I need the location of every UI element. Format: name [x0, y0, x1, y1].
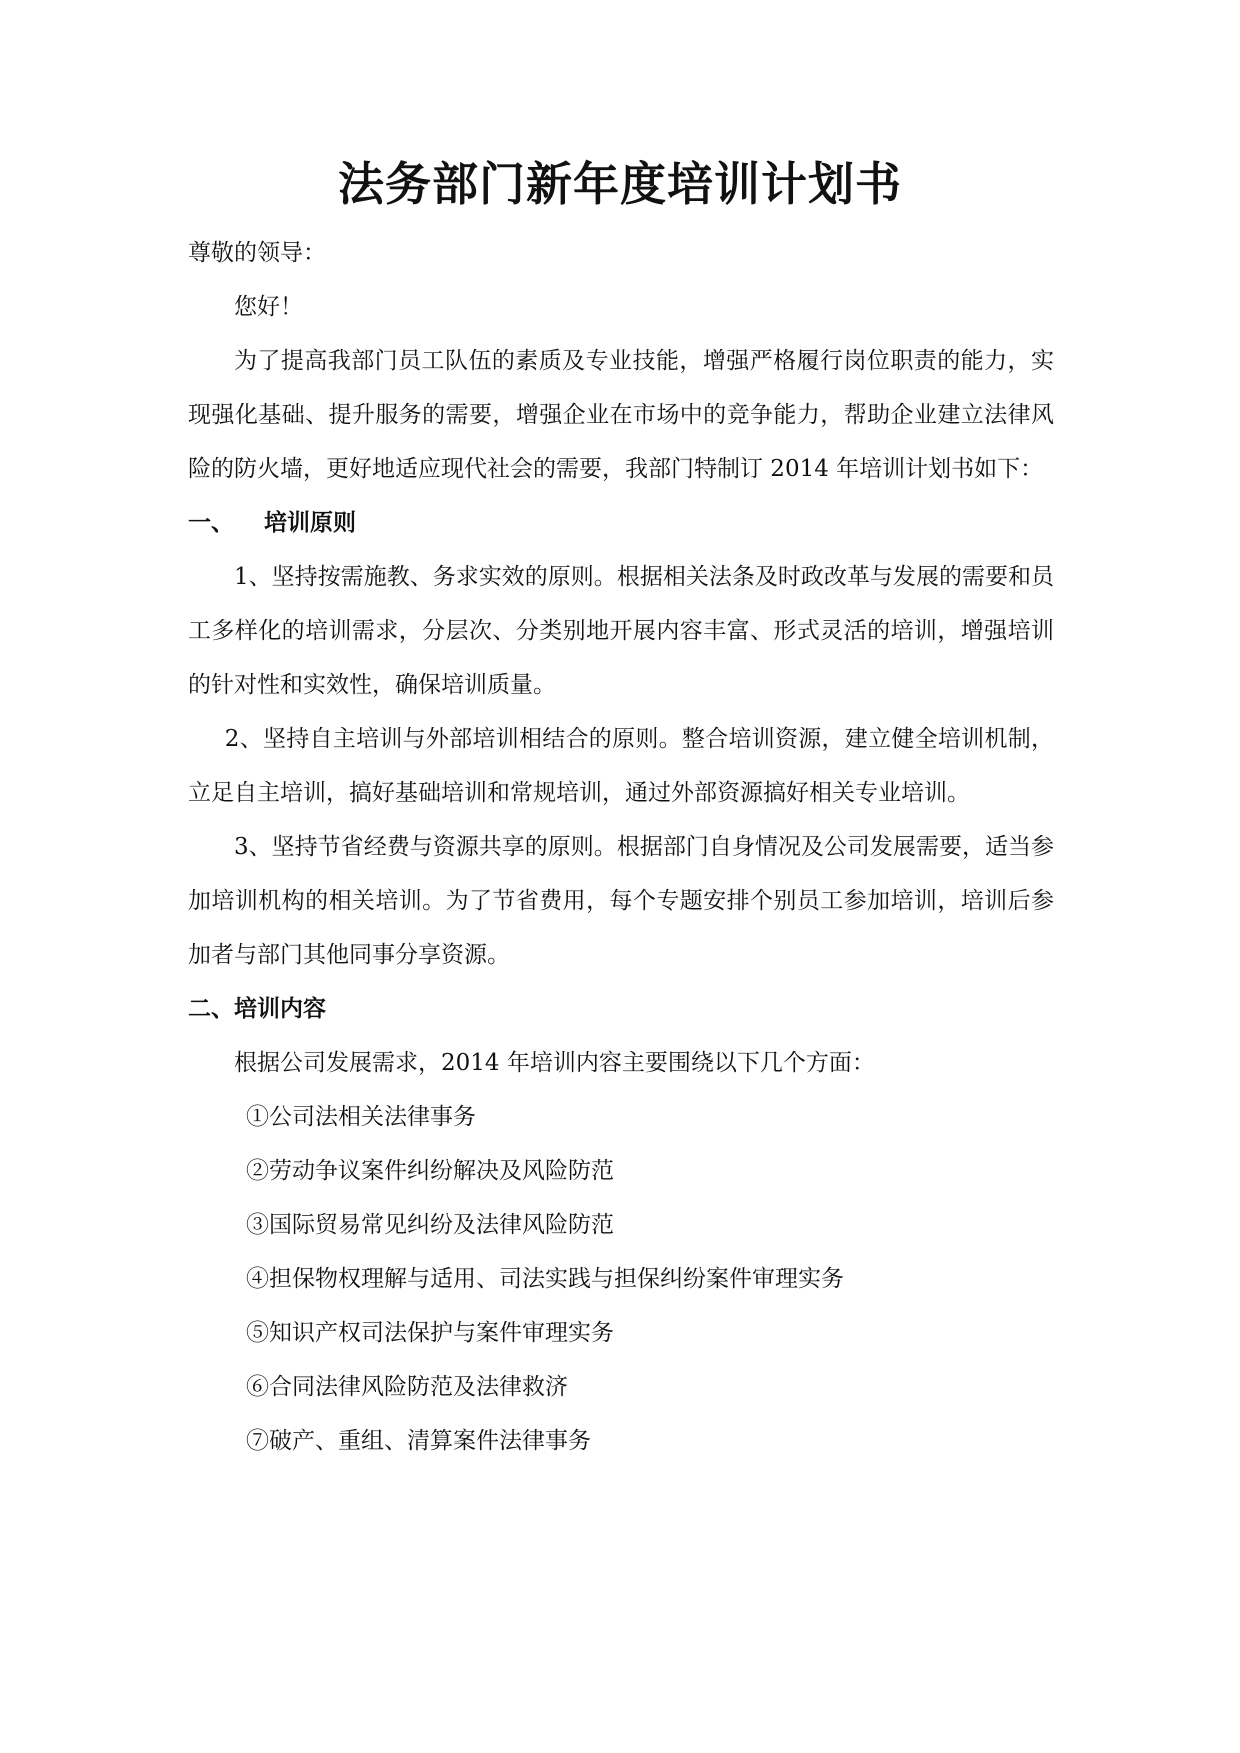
greeting: 您好！ — [234, 294, 303, 320]
document-body — [188, 226, 1054, 1468]
content-item-5: ⑤知识产权司法保护与案件审理实务 — [246, 1320, 614, 1346]
section-1-number: 一、 — [188, 509, 234, 536]
content-item-6: ⑥合同法律风险防范及法律救济 — [246, 1374, 568, 1400]
principle-paragraph-1: 1、坚持按需施教、务求实效的原则。根据相关法条及时政改革与发展的需要和员工多样化的培训需求，分层次、分类别地开展内容丰富、形式灵活的培训，增强培训的针对性和实效性，确保培训质量。 — [188, 564, 1054, 698]
principle-paragraph-3: 3、坚持节省经费与资源共享的原则。根据部门自身情况及公司发展需要，适当参加培训机构的相关培训。为了节省费用，每个专题安排个别员工参加培训，培训后参加者与部门其他同事分享资源。 — [188, 834, 1054, 968]
principle-paragraph-2: 2、坚持自主培训与外部培训相结合的原则。整合培训资源，建立健全培训机制，立足自主培训，搞好基础培训和常规培训，通过外部资源搞好相关专业培训。 — [188, 726, 1054, 806]
section-2-heading: 二、培训内容 — [188, 995, 326, 1022]
content-item-3: ③国际贸易常见纠纷及法律风险防范 — [246, 1212, 614, 1238]
content-item-1: ①公司法相关法律事务 — [246, 1104, 476, 1130]
intro-paragraph: 为了提高我部门员工队伍的素质及专业技能，增强严格履行岗位职责的能力，实现强化基础、提升服务的需要，增强企业在市场中的竞争能力，帮助企业建立法律风险的防火墙，更好地适应现代社会的需要，我部门特制订 2014 年培训计划书如下： — [188, 348, 1054, 482]
document-title: 法务部门新年度培训计划书 — [338, 157, 902, 211]
content-item-2: ②劳动争议案件纠纷解决及风险防范 — [246, 1158, 614, 1184]
content-item-7: ⑦破产、重组、清算案件法律事务 — [246, 1428, 591, 1454]
section-2-lead: 根据公司发展需求，2014 年培训内容主要围绕以下几个方面： — [234, 1050, 875, 1076]
section-1-heading — [188, 496, 1054, 550]
section-1-title: 培训原则 — [264, 509, 356, 536]
salutation: 尊敬的领导： — [188, 240, 326, 266]
content-item-4: ④担保物权理解与适用、司法实践与担保纠纷案件审理实务 — [246, 1266, 844, 1292]
